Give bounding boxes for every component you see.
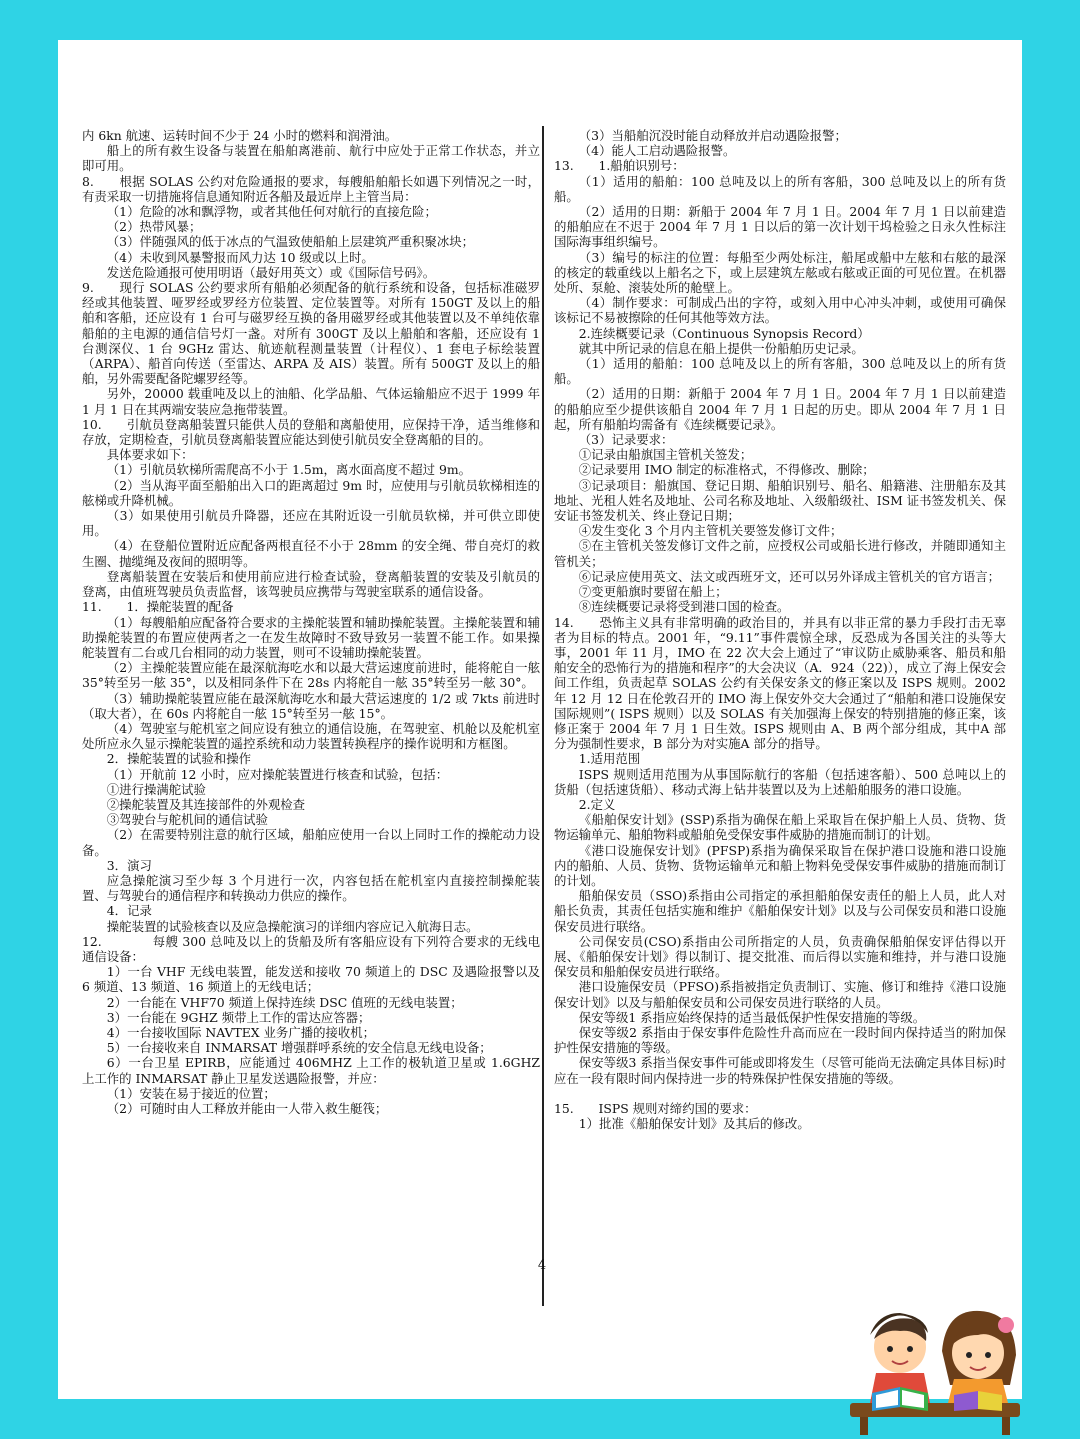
paragraph: 2）一台能在 VHF70 频道上保持连续 DSC 值班的无线电装置； xyxy=(106,994,463,1010)
paragraph: 公司保安员(CSO)系指由公司所指定的人员，负责确保船舶保安评估得以开展、《船舶保安计划》得以制订、提交批准、而后得以实施和维持，并与港口设施保安员和船舶保安员进行联络。 xyxy=(554,933,1006,980)
paragraph: ②记录要用 IMO 制定的标准格式，不得修改、删除； xyxy=(578,462,875,478)
page-number: 4 xyxy=(537,1258,547,1273)
paragraph: （4）驾驶室与舵机室之间应设有独立的通信设施，在驾驶室、机舱以及舵机室处所应永久显示操舵装置的遥控系统和动力装置转换程序的操作说明和方框图。 xyxy=(82,720,540,752)
paragraph: （3）伴随强风的低于冰点的气温致使船舶上层建筑严重积聚冰块； xyxy=(106,234,475,250)
paragraph: ⑥记录应使用英文、法文或西班牙文，还可以另外译成主管机关的官方语言； xyxy=(578,568,1001,584)
paragraph: 9. 现行 SOLAS 公约要求所有船舶必须配备的航行系统和设备，包括标准磁罗经或其他装置、哑罗经或罗经方位装置、定位装置等。对所有 150GT 及以上的船舶和客船，还应设有 1 台可与磁罗经互换的备用磁罗经或其他装置以及不单纯依靠船舶的主电源的通信信号灯一盏。对所有 300GT 及以上船舶和客船，还应设有 1 台测深仪、1 台 9GHz 雷达、航迹航程测量装置（计程仪）、1 套电子标绘装置（ARPA）、船首向传送（至雷达、ARPA 及 AIS）装置。所有 500GT 及以上的船舶，另外需要配备陀螺罗经等。 xyxy=(82,280,540,387)
paragraph: 操舵装置的试验核查以及应急操舵演习的详细内容应记入航海日志。 xyxy=(106,918,479,934)
paragraph: 3．演习 xyxy=(106,857,152,873)
paragraph: （1）安装在易于接近的位置； xyxy=(106,1085,276,1101)
paragraph: （1）引航员软梯所需爬高不小于 1.5m，离水面高度不超过 9m。 xyxy=(106,462,472,478)
paragraph: 发送危险通报可使用明语（最好用英文）或《国际信号码》。 xyxy=(106,264,436,280)
paragraph: （3）辅助操舵装置应能在最深航海吃水和最大营运速度的 1/2 或 7kts 前进时（取大者），在 60s 内将舵自一舷 15°转至另一舷 15°。 xyxy=(82,690,540,721)
paragraph: （2）在需要特别注意的航行区域，船舶应使用一台以上同时工作的操舵动力设备。 xyxy=(82,827,540,858)
paragraph: （3）编号的标注的位置：每船至少两处标注，船尾或船中左舷和右舷的最深的核定的载重线以上船名之下，或上层建筑左舷或右舷或正面的可见位置。在机器处所、泵舱、滚装处所的舱壁上。 xyxy=(554,249,1006,296)
paragraph: （2）适用的日期：新船于 2004 年 7 月 1 日。2004 年 7 月 1 日以前建造的船舶应在不迟于 2004 年 7 月 1 日以后的第一次计划干坞检验之日永久性标注国际海事组织编号。 xyxy=(554,204,1006,250)
paragraph: （1）每艘船舶应配备符合要求的主操舵装置和辅助操舵装置。主操舵装置和辅助操舵装置的布置应使两者之一在发生故障时不致导致另一装置不能工作。如果操舵装置有二台或几台相同的动力装置，则可不设辅助操舵装置。 xyxy=(82,614,540,660)
paragraph: （1）适用的船舶：100 总吨及以上的所有客船，300 总吨及以上的所有货船。 xyxy=(554,173,1006,204)
paragraph: 8. 根据 SOLAS 公约对危险通报的要求，每艘船舶船长如遇下列情况之一时，有责采取一切措施将信息通知附近各船及最近岸上主管当局： xyxy=(82,173,540,204)
paragraph: ⑦变更船旗时要留在船上； xyxy=(578,584,728,600)
paragraph: 2.连续概要记录（Continuous Synopsis Record） xyxy=(578,325,870,341)
paragraph: （4）能人工启动遇险报警。 xyxy=(578,143,736,159)
paragraph: （1）适用的船舶：100 总吨及以上的所有客船，300 总吨及以上的所有货船。 xyxy=(554,356,1006,387)
paragraph: 《船舶保安计划》(SSP)系指为确保在船上采取旨在保护船上人员、货物、货物运输单元、船舶物料或船舶免受保安事件威胁的措施而制订的计划。 xyxy=(554,812,1006,843)
paragraph: （2）主操舵装置应能在最深航海吃水和以最大营运速度前进时，能将舵自一舷 35°转至另一舷 35°，以及相同条件下在 28s 内将舵自一舷 35°转至另一舷 30°。 xyxy=(82,660,540,691)
paragraph: 内 6kn 航速、运转时间不少于 24 小时的燃料和润滑油。 xyxy=(82,128,398,143)
paragraph: ③驾驶台与舵机间的通信试验 xyxy=(106,812,268,828)
paragraph: 就其中所记录的信息在船上提供一份船舶历史记录。 xyxy=(578,340,864,356)
paragraph: （2）热带风暴； xyxy=(106,219,202,235)
paragraph: （4）未收到风暴警报而风力达 10 级或以上时。 xyxy=(106,249,374,265)
paragraph: （2）适用的日期：新船于 2004 年 7 月 1 日。2004 年 7 月 1 日以前建造的船舶应至少提供该船自 2004 年 7 月 1 日起的历史。即从 2004 年 7 月 1 日起，所有船舶均需备有《连续概要记录》。 xyxy=(554,386,1006,432)
paragraph: 登离船装置在安装后和使用前应进行检查试验，登离船装置的安装及引航员的登离，由值班驾驶员负责监督，该驾驶员应携带与驾驶室联系的通信设备。 xyxy=(82,568,540,600)
paragraph: （3）记录要求： xyxy=(578,432,674,448)
paragraph: 保安等级2 系指由于保安事件危险性升高而应在一段时间内保持适当的附加保护性保安措施的等级。 xyxy=(554,1024,1006,1056)
paragraph: （3）如果使用引航员升降器，还应在其附近设一引航员软梯，并可供立即使用。 xyxy=(82,508,540,539)
paragraph: ①记录由船旗国主管机关签发； xyxy=(578,447,753,463)
left-column xyxy=(82,128,540,1116)
paragraph: （1）危险的冰和飘浮物，或者其他任何对航行的直接危险； xyxy=(106,204,437,220)
paragraph: 具体要求如下： xyxy=(106,447,194,463)
paragraph: 1）批准《船舶保安计划》及其后的修改。 xyxy=(578,1116,810,1131)
paragraph: 1.适用范围 xyxy=(578,751,641,767)
paragraph: 保安等级3 系指当保安事件可能或即将发生（尽管可能尚无法确定具体目标)时应在一段有限时间内保持进一步的特殊保护性保安措施的等级。 xyxy=(554,1055,1006,1086)
paragraph: ⑤在主管机关签发修订文件之前，应授权公司或船长进行修改，并随即通知主管机关； xyxy=(554,538,1006,569)
paragraph: ISPS 规则适用范围为从事国际航行的客船（包括速客船）、500 总吨以上的货船（包括速货船）、移动式海上钻井装置以及为上述船舶服务的港口设施。 xyxy=(554,766,1006,797)
paragraph: 另外，20000 载重吨及以上的油船、化学品船、气体运输船应不迟于 1999 年 1 月 1 日在其两端安装应急拖带装置。 xyxy=(82,386,540,417)
paragraph: 4．记录 xyxy=(106,903,152,919)
paragraph: 1）一台 VHF 无线电装置，能发送和接收 70 频道上的 DSC 及遇险报警以及 6 频道、13 频道、16 频道上的无线电话； xyxy=(82,964,540,995)
paragraph: ⑧连续概要记录将受到港口国的检查。 xyxy=(578,599,790,615)
paragraph: 应急操舵演习至少每 3 个月进行一次，内容包括在舵机室内直接控制操舵装置、与驾驶台的通信程序和转换动力供应的操作。 xyxy=(82,872,540,904)
paragraph: 14. 恐怖主义具有非常明确的政治目的，并具有以非正常的暴力手段打击无辜者为目标的特点。2001 年，“9.11”事件震惊全球，反恐成为各国关注的头等大事，2001 年 11 月，IMO 在 22 次大会上通过了“审议防止威胁乘客、船员和船舶安全的恐怖行为的措施和程序”的大会决议（A．924（22)），成立了海上保安会间工作组，负责起草 SOLAS 公约有关保安条文的修正案以及 ISPS 规则。2002 年 12 月 12 日在伦敦召开的 IMO 海上保安外交大会通过了“船舶和港口设施保安国际规则”( ISPS 规则）以及 SOLAS 有关加强海上保安的特别措施的修正案，该修正案于 2004 年 7 月 1 日生效。ISPS 规则由 A、B 两个部分组成，其中A 部分为强制性要求，B 部分为对实施A 部分的指导。 xyxy=(554,614,1006,752)
paragraph: 5）一台接收来自 INMARSAT 增强群呼系统的安全信息无线电设备； xyxy=(106,1040,492,1056)
paragraph: 10. 引航员登离船装置只能供人员的登船和离船使用，应保持干净，适当维修和存放，定期检查，引航员登离船装置应能达到使引航员安全登离船的目的。 xyxy=(82,416,540,448)
paragraph: 4）一台接收国际 NAVTEX 业务广播的接收机； xyxy=(106,1024,376,1040)
paragraph: 2.定义 xyxy=(578,796,616,812)
children-reading-illustration xyxy=(830,1295,1030,1435)
paragraph: ①进行操满舵试验 xyxy=(106,781,206,797)
paragraph: 2．操舵装置的试验和操作 xyxy=(106,751,251,767)
paragraph: （2）当从海平面至船舶出入口的距离超过 9m 时，应使用与引航员软梯相连的舷梯或升降机械。 xyxy=(82,477,540,508)
column-divider xyxy=(542,126,544,1306)
paragraph: 6）一台卫星 EPIRB，应能通过 406MHZ 上工作的极轨道卫星或 1.6GHZ 上工作的 INMARSAT 静止卫星发送遇险报警，并应： xyxy=(82,1055,540,1086)
paragraph: 3）一台能在 9GHZ 频带上工作的雷达应答器； xyxy=(106,1009,371,1025)
paragraph: 12. 每艘 300 总吨及以上的货船及所有客船应设有下列符合要求的无线电通信设备： xyxy=(82,933,540,964)
paragraph: ③记录项目：船旗国、登记日期、船舶识别号、船名、船籍港、注册船东及其地址、光租人姓名及地址、公司名称及地址、入级船级社、ISM 证书签发机关、保安证书签发机关、终止登记日期； xyxy=(554,477,1006,524)
paragraph: 15. ISPS 规则对缔约国的要求： xyxy=(554,1100,757,1116)
paragraph: （1）开航前 12 小时，应对操舵装置进行核查和试验，包括： xyxy=(106,766,449,782)
paragraph: （4）制作要求：可制成凸出的字符，或刻入用中心冲头冲刺，或使用可确保该标记不易被擦除的任何其他等效方法。 xyxy=(554,295,1006,326)
paragraph: （3）当船舶沉没时能自动释放并启动遇险报警； xyxy=(578,128,847,143)
paragraph: ②操舵装置及其连接部件的外观检查 xyxy=(106,796,306,812)
paragraph: （2）可随时由人工释放并能由一人带入救生艇筏； xyxy=(106,1101,388,1116)
paragraph: （4）在登船位置附近应配备两根直径不小于 28mm 的安全绳、带自亮灯的救生圈、抛缆绳及夜间的照明等。 xyxy=(82,538,540,569)
paragraph: 港口设施保安员（PFSO)系指被指定负责制订、实施、修订和维持《港口设施保安计划》以及与船舶保安员和公司保安员进行联络的人员。 xyxy=(554,979,1006,1010)
paragraph: 《港口设施保安计划》(PFSP)系指为确保采取旨在保护港口设施和港口设施内的船舶、人员、货物、货物运输单元和船上物料免受保安事件威胁的措施而制订的计划。 xyxy=(554,842,1006,888)
paragraph: 保安等级1 系指应始终保持的适当最低保护性保安措施的等级。 xyxy=(578,1009,926,1025)
document-page xyxy=(58,40,1022,1399)
paragraph: 船舶保安员（SSO)系指由公司指定的承担船舶保安责任的船上人员，此人对船长负责，其责任包括实施和维护《船舶保安计划》以及与公司保安员和港口设施保安员进行联络。 xyxy=(554,888,1006,934)
right-column xyxy=(554,128,1006,1131)
paragraph: ④发生变化 3 个月内主管机关要签发修订文件； xyxy=(578,523,843,539)
paragraph: 船上的所有救生设备与装置在船舶离港前、航行中应处于正常工作状态，并立即可用。 xyxy=(82,143,540,174)
paragraph: 13. 1.船舶识别号： xyxy=(554,158,685,174)
paragraph: 11. 1．操舵装置的配备 xyxy=(82,599,234,615)
